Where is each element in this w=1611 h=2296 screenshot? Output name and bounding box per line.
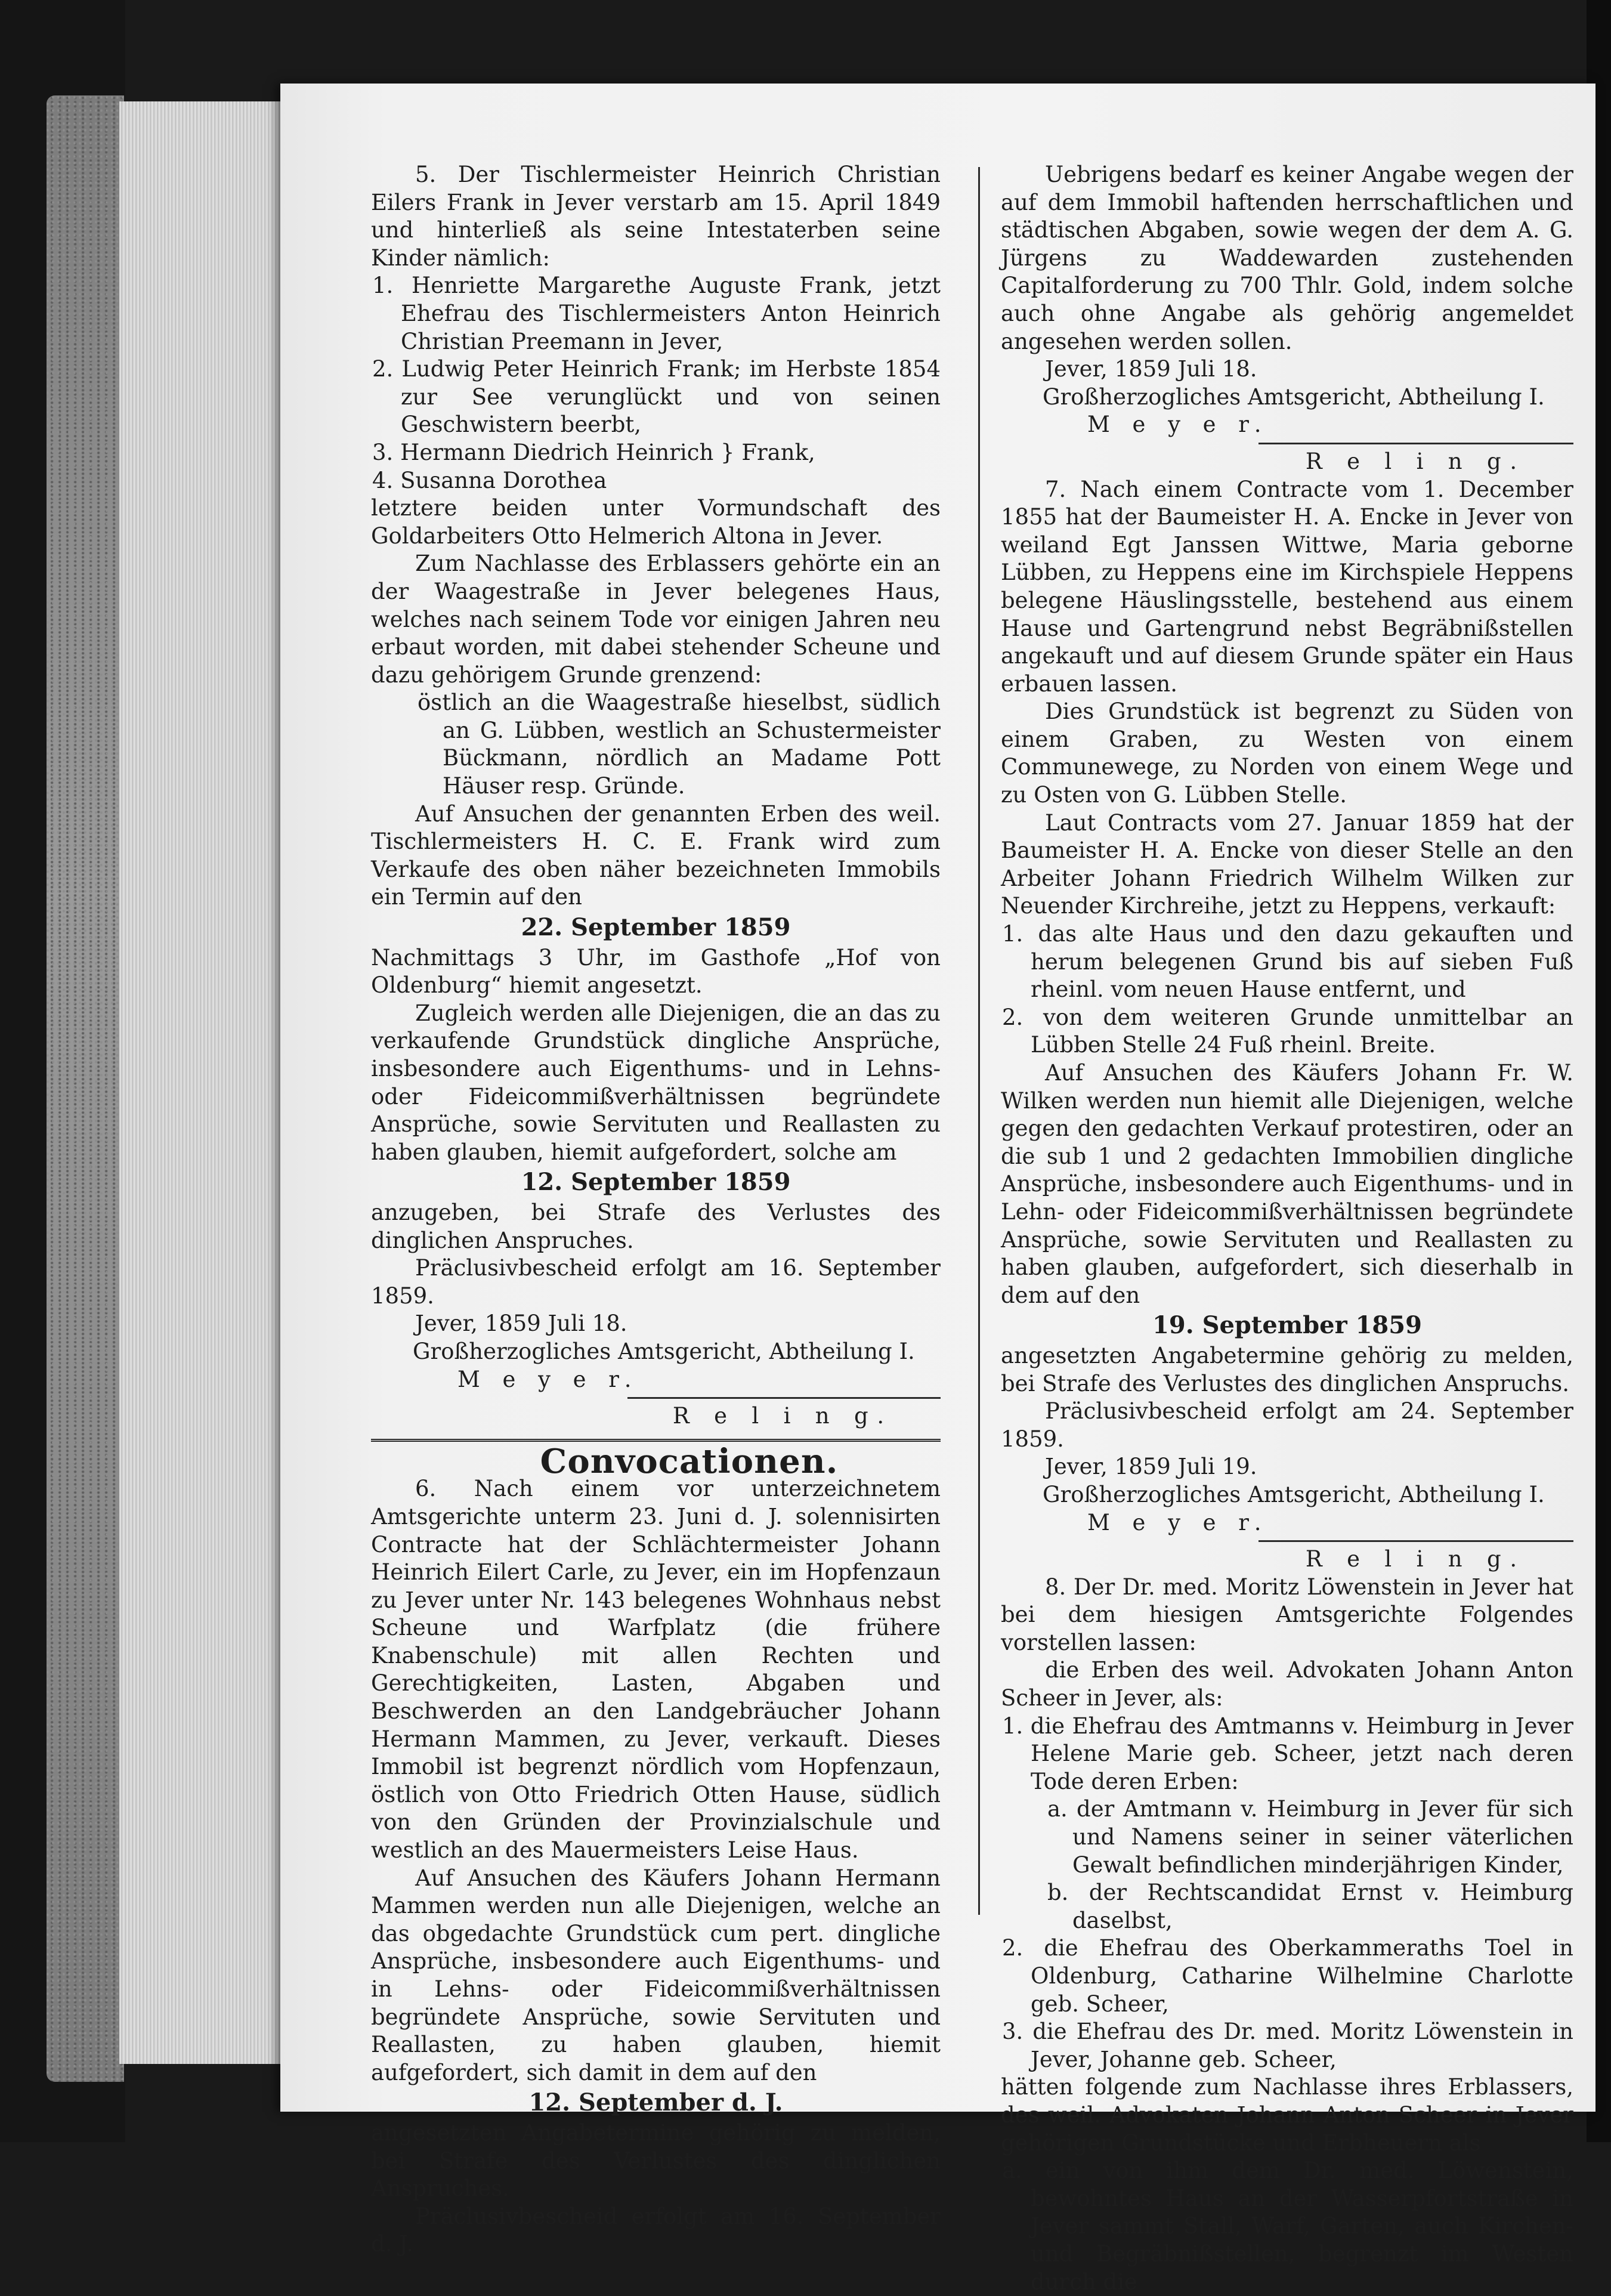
item8-heir-1a: a. der Amtmann v. Heimburg in Jever für sich und Namens seiner in seiner väterlichen Gewalt befindlichen minderjährigen Kinder, xyxy=(1047,1796,1573,1878)
request-text: Auf Ansuchen der genannten Erben des weil. Tischlermeisters H. C. E. Frank wird zum Verkaufe des oben näher bezeichneten Immobils ein Termin auf den xyxy=(371,801,941,910)
item7-preclusion: Präclusivbescheid erfolgt am 24. September 1859. xyxy=(1001,1398,1573,1452)
item6-place-date: Jever, 1859 Juli 18. xyxy=(1045,356,1257,382)
item8-heirs-intro: die Erben des weil. Advokaten Johann Anton Scheer in Jever, als: xyxy=(1001,1657,1573,1711)
heir-1: 1. Henriette Margarethe Auguste Frank, jetzt Ehefrau des Tischlermeisters Anton Heinrich Christian Preemann in Jever, xyxy=(372,273,941,354)
item6-judge: M e y e r. xyxy=(1087,412,1269,438)
marbled-book-edge xyxy=(47,95,124,2082)
item7-rule xyxy=(1259,1540,1573,1542)
section-divider xyxy=(371,1439,941,1442)
item7-court: Großherzogliches Amtsgericht, Abtheilung I. xyxy=(1043,1481,1545,1507)
item6-clerk: R e l i n g. xyxy=(1305,448,1526,474)
judge-signature: M e y e r. xyxy=(457,1366,639,1392)
column-rule xyxy=(978,167,980,1915)
heir-3: 3. Hermann Diedrich Heinrich } Frank, xyxy=(372,439,815,465)
item7-borders: Dies Grundstück ist begrenzt zu Süden von einem Graben, zu Westen von einem Communewege, zu Norden von einem Wege und zu Osten von G. Lübben Stelle. xyxy=(1001,699,1573,808)
item8-heir-1b: b. der Rechtscandidat Ernst v. Heimburg daselbst, xyxy=(1047,1880,1573,1933)
left-column xyxy=(371,161,941,2258)
item7-request: Auf Ansuchen des Käufers Johann Fr. W. Wilken werden nun hiemit alle Diejenigen, welche gegen den gedachten Verkauf protestiren, oder an die sub 1 und 2 gedachten Immobilien dingliche Ansprüche, insbesondere auch Eigenthums- und in Lehn- oder Fideicommißverhältnissen begründete Ansprüche, sowie Servituten und Reallasten zu haben glauben, aufgefordert, sich dieserhalb in dem auf den xyxy=(1001,1060,1573,1308)
estate-text: Zum Nachlasse des Erblassers gehörte ein an der Waagestraße in Jever belegenes Haus, welches nach seinem Tode vor einigen Jahren neu erbaut worden, mit dabei stehender Scheune und dazu gehörigem Grunde grenzend: xyxy=(371,551,941,688)
item6-text: 6. Nach einem vor unterzeichnetem Amtsgerichte unterm 23. Juni d. J. solennisirten Contracte hat der Schlächtermeister Johann Heinrich Eilert Carle, zu Jever, ein im Hopfenzaun zu Jever unter Nr. 143 belegenes Wohnhaus nebst Scheune und Warfplatz (die frühere Knabenschule) mit allen Rechten und Gerechtigkeiten, Lasten, Abgaben und Beschwerden an den Landgebräucher Johann Hermann Mammen, zu Jever, verkauft. Dieses Immobil ist begrenzt nördlich vom Hopfenzaun, östlich von Otto Friedrich Otten Hause, südlich von den Gründen der Provinzialschule und westlich an des Mauermeisters Leise Haus. xyxy=(371,1476,941,1864)
borders-text: östlich an die Waagestraße hieselbst, südlich an G. Lübben, westlich an Schustermeister Bückmann, nördlich an Madame Pott Häuser resp. Gründe. xyxy=(418,690,941,799)
claims-text: Zugleich werden alle Diejenigen, die an das zu verkaufende Grundstück dingliche Ansprüche, insbesondere auch Eigenthums- und in Lehns- oder Fideicommißverhältnissen begründete Ansprüche, sowie Servituten und Reallasten zu haben glauben, hiemit aufgefordert, solche am xyxy=(371,1000,941,1165)
item8-heir-1: 1. die Ehefrau des Amtmanns v. Heimburg in Jever Helene Marie geb. Scheer, jetzt nach deren Tode deren Erben: xyxy=(1002,1713,1573,1794)
auction-place: Nachmittags 3 Uhr, im Gasthofe „Hof von Oldenburg“ hiemit angesetzt. xyxy=(371,944,941,999)
item7-clerk: R e l i n g. xyxy=(1305,1546,1526,1572)
court-name: Großherzogliches Amtsgericht, Abtheilung I. xyxy=(413,1338,915,1364)
auction-date: 22. September 1859 xyxy=(521,913,791,942)
item6-preclusion: Präclusivbescheid erfolgt am 16. September d. J. xyxy=(371,2203,941,2257)
item7-penalty: angesetzten Angabetermine gehörig zu melden, bei Strafe des Verlustes des dinglichen Anspruchs. xyxy=(1001,1342,1573,1396)
item8-heir-2: 2. die Ehefrau des Oberkammeraths Toel in Oldenburg, Catharine Wilhelmine Charlotte geb. Scheer, xyxy=(1002,1935,1573,2017)
section-heading: Convocationen. xyxy=(540,1441,839,1481)
item8-estate: hätten folgende zum Nachlasse ihres Erblassers, des weil. Advokaten Johann Anton Scheer in Jever gehörigen Grundstücke und Erbheuern als xyxy=(1001,2074,1573,2156)
item6-court: Großherzogliches Amtsgericht, Abtheilung I. xyxy=(1043,384,1545,410)
item6-cont-text: Uebrigens bedarf es keiner Angabe wegen der auf dem Immobil haftenden herrschaftlichen und städtischen Abgaben, sowie wegen der dem A. G. Jürgens zu Waddewarden zustehenden Capitalforderung zu 700 Thlr. Gold, indem solche auch ohne Angabe als gehörig angemeldet angesehen werden sollen. xyxy=(1001,162,1573,354)
item7-contract: Laut Contracts vom 27. Januar 1859 hat der Baumeister H. A. Encke von dieser Stelle an den Arbeiter Johann Friedrich Wilhelm Wilken zur Neuender Kirchreihe, jetzt zu Heppens, verkauft: xyxy=(1001,809,1573,919)
place-date: Jever, 1859 Juli 18. xyxy=(415,1311,627,1337)
clerk-signature: R e l i n g. xyxy=(672,1403,893,1429)
item6-penalty: angesetzten Angabetermine gehörig zu melden, bei Strafe des Verlustes des dinglichen Anspruches. xyxy=(371,2119,941,2202)
heir-4: 4. Susanna Dorothea xyxy=(372,467,607,493)
item7-list-1: 1. das alte Haus und den dazu gekauften und herum belegenen Grund bis auf sieben Fuß rheinl. vom neuen Hause entfernt, und xyxy=(1002,921,1573,1003)
guardian-text: letztere beiden unter Vormundschaft des Goldarbeiters Otto Helmerich Altona in Jever. xyxy=(371,495,941,549)
heir-2: 2. Ludwig Peter Heinrich Frank; im Herbste 1854 zur See verunglückt und von seinen Geschwistern beerbt, xyxy=(372,356,941,438)
item7-judge: M e y e r. xyxy=(1087,1509,1269,1535)
item7-text: 7. Nach einem Contracte vom 1. December 1855 hat der Baumeister H. A. Encke in Jever von weiland Egt Janssen Wittwe, Maria geborne Lübben, zu Heppens eine im Kirchspiele Heppens belegene Häuslingsstelle, bestehend aus einem Hause und Gartengrund nebst Begräbnißstellen angekauft und auf diesem Grunde später ein Haus erbauen lassen. xyxy=(1001,476,1573,697)
item6-request: Auf Ansuchen des Käufers Johann Hermann Mammen werden nun alle Diejenigen, welche an das obgedachte Grundstück cum pert. dingliche Ansprüche, insbesondere auch Eigenthums- und in Lehns- oder Fideicommißverhältnissen begründete Ansprüche, sowie Servituten und Reallasten, zu haben glauben, hiemit aufgefordert, sich damit in dem auf den xyxy=(371,1865,941,2085)
item8-text: 8. Der Dr. med. Moritz Löwenstein in Jever hat bei dem hiesigen Amtsgerichte Folgendes vorstellen lassen: xyxy=(1001,1574,1573,1655)
item7-place-date: Jever, 1859 Juli 19. xyxy=(1045,1454,1257,1480)
item8-heir-3: 3. die Ehefrau des Dr. med. Moritz Löwenstein in Jever, Johanne geb. Scheer, xyxy=(1002,2019,1573,2072)
penalty-text: anzugeben, bei Strafe des Verlustes des dinglichen Anspruches. xyxy=(371,1199,941,1253)
item6-rule xyxy=(1259,443,1573,444)
signature-rule xyxy=(627,1397,941,1399)
item7-date: 19. September 1859 xyxy=(1152,1311,1422,1340)
right-column xyxy=(1001,161,1573,2296)
claims-date: 12. September 1859 xyxy=(521,1168,791,1197)
item6-date: 12. September d. J. xyxy=(528,2088,783,2117)
preclusion-text: Präclusivbescheid erfolgt am 16. September 1859. xyxy=(371,1255,941,1309)
item8-estate-a: a. ein von ihm dem Dr. med. Löwenstein, bewohntes Haus an der Wasserpfortstraße in Jever sammt Stall, Warf, Garten, auch Kirchen- und Begräbnißstellen, begrenzt im Westen durch die xyxy=(1002,2158,1573,2295)
item7-list-2: 2. von dem weiteren Grunde unmittelbar an Lübben Stelle 24 Fuß rheinl. Breite. xyxy=(1002,1004,1573,1058)
item5-intro: 5. Der Tischlermeister Heinrich Christian Eilers Frank in Jever verstarb am 15. April 1849 und hinterließ als seine Intestaterben seine Kinder nämlich: xyxy=(371,162,941,271)
